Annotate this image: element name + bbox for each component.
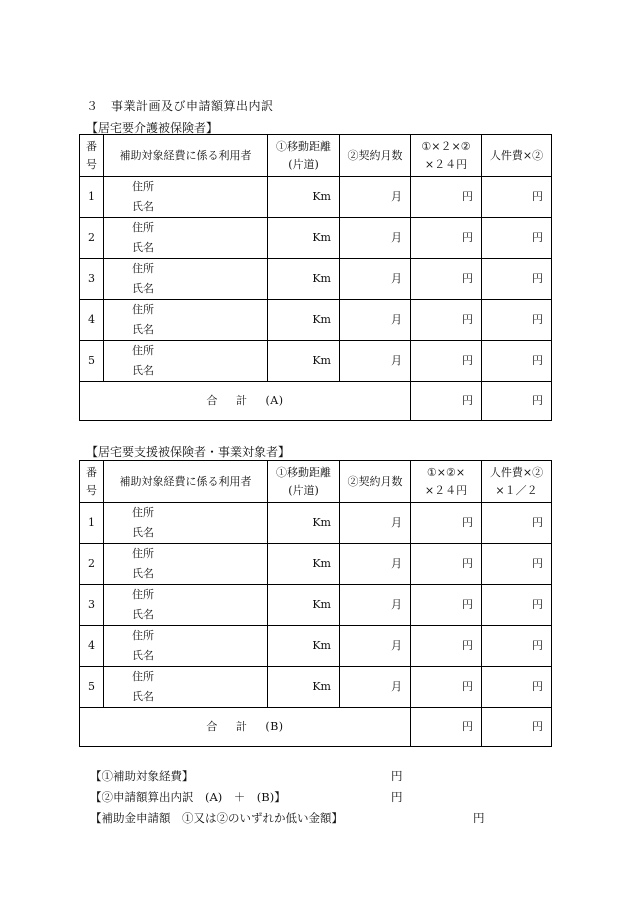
distance-cell[interactable]: Km (268, 341, 340, 382)
summary-yen[interactable]: 円 (391, 769, 403, 783)
user-cell[interactable] (104, 259, 268, 300)
summary-grant-request (90, 810, 485, 826)
summary-yen[interactable]: 円 (473, 811, 485, 825)
name-label: 氏名 (132, 690, 154, 703)
labor-cell[interactable]: 円 (482, 626, 552, 667)
table-row (80, 667, 552, 708)
care-insured-table (79, 134, 552, 421)
months-cell[interactable]: 月 (340, 341, 411, 382)
labor-cell[interactable]: 円 (482, 585, 552, 626)
table-row (80, 626, 552, 667)
calc-cell[interactable]: 円 (411, 177, 482, 218)
address-label: 住所 (132, 344, 154, 357)
header-calc: ①×２×② ×２４円 (411, 135, 482, 177)
months-cell[interactable]: 月 (340, 177, 411, 218)
user-cell[interactable] (104, 585, 268, 626)
name-label: 氏名 (132, 364, 154, 377)
total-calc-cell[interactable]: 円 (411, 382, 482, 421)
header-distance: ①移動距離 (片道) (268, 461, 340, 503)
labor-cell[interactable]: 円 (482, 341, 552, 382)
months-cell[interactable]: 月 (340, 585, 411, 626)
table-row (80, 503, 552, 544)
address-label: 住所 (132, 547, 154, 560)
name-label: 氏名 (132, 608, 154, 621)
distance-cell[interactable]: Km (268, 177, 340, 218)
total-calc-cell[interactable]: 円 (411, 708, 482, 747)
months-cell[interactable]: 月 (340, 503, 411, 544)
labor-cell[interactable]: 円 (482, 218, 552, 259)
calc-cell[interactable]: 円 (411, 259, 482, 300)
user-cell[interactable] (104, 544, 268, 585)
user-cell[interactable] (104, 341, 268, 382)
table2-title: 【居宅要支援被保険者・事業対象者】 (86, 445, 291, 459)
row-number: 3 (80, 259, 104, 300)
table-row (80, 218, 552, 259)
summary-subsidy-expense (90, 768, 403, 784)
calc-cell[interactable]: 円 (411, 667, 482, 708)
header-calc: ①×②× ×２４円 (411, 461, 482, 503)
header-user: 補助対象経費に係る利用者 (104, 461, 268, 503)
section-heading: ３ 事業計画及び申請額算出内訳 (86, 99, 274, 113)
distance-cell[interactable]: Km (268, 544, 340, 585)
name-label: 氏名 (132, 649, 154, 662)
name-label: 氏名 (132, 567, 154, 580)
name-label: 氏名 (132, 323, 154, 336)
header-distance: ①移動距離 (片道) (268, 135, 340, 177)
summary-label: 【①補助対象経費】 (90, 769, 194, 783)
total-labor-cell[interactable]: 円 (482, 708, 552, 747)
table-row (80, 177, 552, 218)
total-row (80, 382, 552, 421)
total-row (80, 708, 552, 747)
table-row (80, 300, 552, 341)
header-labor: 人件費×② ×１／２ (482, 461, 552, 503)
row-number: 2 (80, 218, 104, 259)
labor-cell[interactable]: 円 (482, 667, 552, 708)
header-user: 補助対象経費に係る利用者 (104, 135, 268, 177)
labor-cell[interactable]: 円 (482, 503, 552, 544)
table-header-row (80, 461, 552, 503)
address-label: 住所 (132, 588, 154, 601)
distance-cell[interactable]: Km (268, 300, 340, 341)
user-cell[interactable] (104, 177, 268, 218)
calc-cell[interactable]: 円 (411, 585, 482, 626)
calc-cell[interactable]: 円 (411, 626, 482, 667)
distance-cell[interactable]: Km (268, 503, 340, 544)
name-label: 氏名 (132, 241, 154, 254)
table-header-row (80, 135, 552, 177)
row-number: 1 (80, 503, 104, 544)
months-cell[interactable]: 月 (340, 626, 411, 667)
labor-cell[interactable]: 円 (482, 300, 552, 341)
row-number: 5 (80, 341, 104, 382)
distance-cell[interactable]: Km (268, 626, 340, 667)
name-label: 氏名 (132, 526, 154, 539)
user-cell[interactable] (104, 667, 268, 708)
address-label: 住所 (132, 303, 154, 316)
name-label: 氏名 (132, 200, 154, 213)
months-cell[interactable]: 月 (340, 218, 411, 259)
address-label: 住所 (132, 670, 154, 683)
calc-cell[interactable]: 円 (411, 544, 482, 585)
header-labor: 人件費×② (482, 135, 552, 177)
row-number: 2 (80, 544, 104, 585)
labor-cell[interactable]: 円 (482, 544, 552, 585)
summary-label: 【②申請額算出内訳 (A) ＋ (B)】 (90, 790, 286, 804)
table1-title: 【居宅要介護被保険者】 (86, 121, 219, 135)
distance-cell[interactable]: Km (268, 259, 340, 300)
months-cell[interactable]: 月 (340, 544, 411, 585)
address-label: 住所 (132, 262, 154, 275)
support-insured-table (79, 460, 552, 747)
total-label: 合 計 (B) (80, 708, 411, 747)
table-row (80, 259, 552, 300)
header-months: ②契約月数 (340, 135, 411, 177)
address-label: 住所 (132, 506, 154, 519)
months-cell[interactable]: 月 (340, 667, 411, 708)
calc-cell[interactable]: 円 (411, 503, 482, 544)
address-label: 住所 (132, 629, 154, 642)
distance-cell[interactable]: Km (268, 667, 340, 708)
row-number: 4 (80, 300, 104, 341)
calc-cell[interactable]: 円 (411, 341, 482, 382)
labor-cell[interactable]: 円 (482, 259, 552, 300)
months-cell[interactable]: 月 (340, 259, 411, 300)
distance-cell[interactable]: Km (268, 218, 340, 259)
header-number: 番 号 (80, 135, 104, 177)
user-cell[interactable] (104, 218, 268, 259)
table-row (80, 341, 552, 382)
table-row (80, 544, 552, 585)
address-label: 住所 (132, 221, 154, 234)
labor-cell[interactable]: 円 (482, 177, 552, 218)
user-cell[interactable] (104, 503, 268, 544)
summary-yen[interactable]: 円 (391, 790, 403, 804)
distance-cell[interactable]: Km (268, 585, 340, 626)
row-number: 3 (80, 585, 104, 626)
total-label: 合 計 (A) (80, 382, 411, 421)
user-cell[interactable] (104, 626, 268, 667)
header-number: 番 号 (80, 461, 104, 503)
header-months: ②契約月数 (340, 461, 411, 503)
user-cell[interactable] (104, 300, 268, 341)
months-cell[interactable]: 月 (340, 300, 411, 341)
row-number: 4 (80, 626, 104, 667)
summary-label: 【補助金申請額 ①又は②のいずれか低い金額】 (90, 811, 343, 825)
table-row (80, 585, 552, 626)
name-label: 氏名 (132, 282, 154, 295)
row-number: 1 (80, 177, 104, 218)
address-label: 住所 (132, 180, 154, 193)
calc-cell[interactable]: 円 (411, 300, 482, 341)
total-labor-cell[interactable]: 円 (482, 382, 552, 421)
calc-cell[interactable]: 円 (411, 218, 482, 259)
row-number: 5 (80, 667, 104, 708)
summary-application-breakdown (90, 789, 403, 805)
